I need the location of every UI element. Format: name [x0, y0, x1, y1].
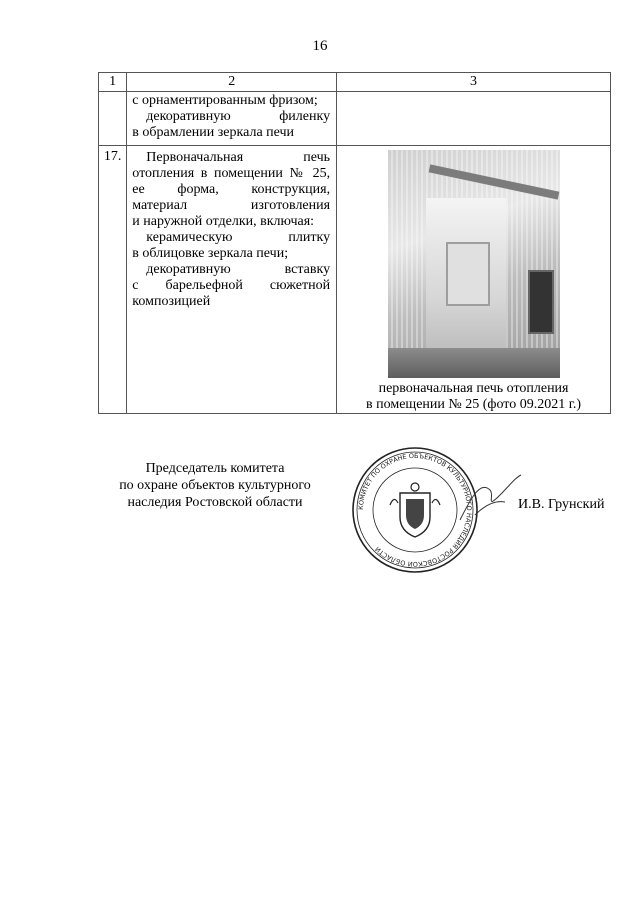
description-line: декоративную филенку: [146, 109, 331, 124]
table-row-17: [99, 146, 611, 414]
description-cell: [127, 92, 337, 146]
table-row-continuation: [99, 92, 611, 146]
specification-table: [98, 72, 611, 414]
description-line: декоративную вставку: [146, 262, 331, 277]
row-number: 17.: [99, 146, 127, 414]
signatory-position: [110, 460, 320, 511]
description-line: Первоначальная печь: [146, 150, 331, 165]
handwritten-signature: [455, 470, 525, 530]
stove-photo: [388, 150, 560, 378]
description-line: материал изготовления: [132, 198, 331, 213]
stove-mirror: [446, 242, 490, 306]
page-number: 16: [312, 38, 328, 54]
signatory-name: И.В. Грунский: [518, 497, 605, 512]
description-line: с орнаментированным фризом;: [132, 93, 318, 108]
description-line: ее форма, конструкция,: [132, 182, 331, 197]
description-line: и наружной отделки, включая:: [132, 214, 315, 229]
header-col-3: 3: [337, 73, 611, 92]
header-col-2: 2: [127, 73, 337, 92]
header-col-1: 1: [99, 73, 127, 92]
description-line: керамическую плитку: [146, 230, 331, 245]
photo-caption: [337, 381, 610, 413]
table-header-row: [99, 73, 611, 92]
row-number-empty: [99, 92, 127, 146]
photo-cell: [337, 146, 611, 414]
position-line: наследия Ростовской области: [127, 495, 303, 510]
svg-text:КОМИТЕТ ПО ОХРАНЕ ОБЪЕКТОВ КУЛ: КОМИТЕТ ПО ОХРАНЕ ОБЪЕКТОВ КУЛЬТУРНОГО НАСЛЕДИЯ РОСТОВСКОЙ ОБЛАСТИ: [356, 451, 474, 569]
description-line: в облицовке зеркала печи;: [132, 246, 289, 261]
wall-frame: [528, 270, 554, 334]
description-line: в обрамлении зеркала печи: [132, 125, 295, 140]
description-line: с барельефной сюжетной: [132, 278, 331, 293]
description-line: отопления в помещении № 25,: [132, 166, 331, 181]
description-cell: [127, 146, 337, 414]
coat-of-arms-icon: [390, 483, 440, 537]
position-line: по охране объектов культурного: [119, 478, 311, 493]
description-line: композицией: [132, 294, 211, 309]
photo-caption-line: первоначальная печь отопления: [378, 381, 569, 396]
photo-caption-line: в помещении № 25 (фото 09.2021 г.): [366, 397, 582, 412]
position-line: Председатель комитета: [145, 461, 285, 476]
photo-cell-empty: [337, 92, 611, 146]
